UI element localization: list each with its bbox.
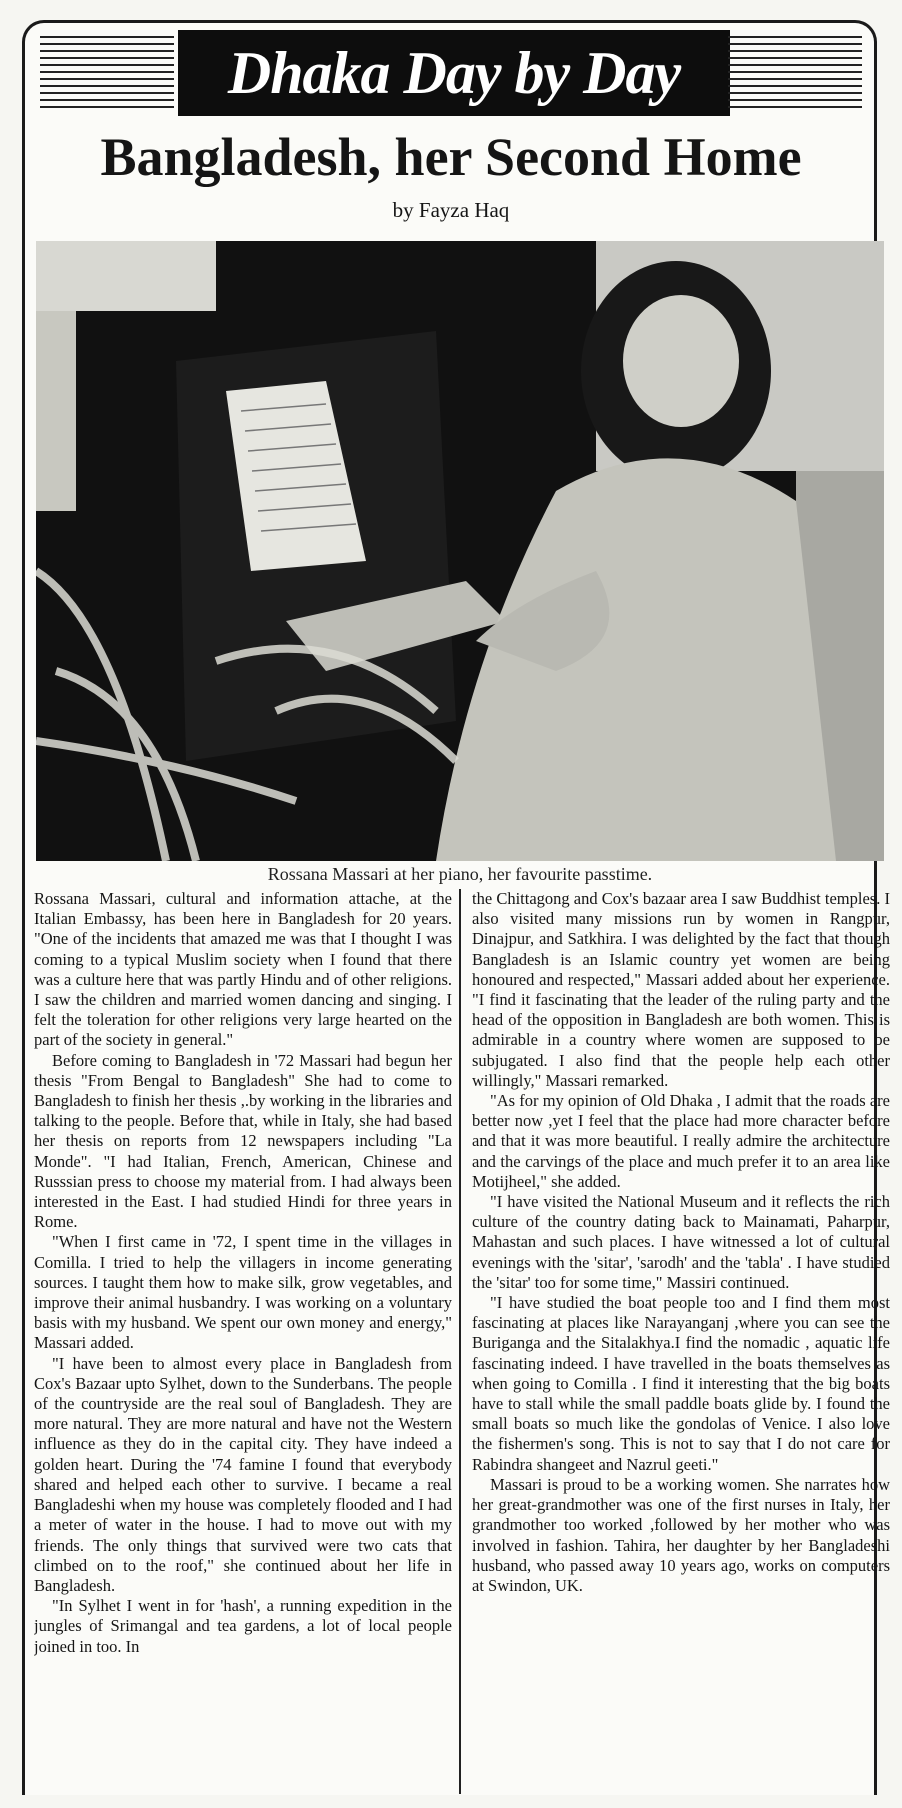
paragraph: "I have studied the boat people too and I find them most fascinating at places like Narayanganj ,where you can see the Buriganga and the Sitalakhya.I find the nomadic , aquatic life fascinating indeed. I have travelled in the boats themselves as when going to Comilla . I find it interesting that the big boats have to stall while the small paddle boats glide by. I found the small boats so much like the gondolas of Venice. I also love the fishermen's song. This is not to say that I do not care for Rabindra shangeet and Nazrul geeti."	[472, 1293, 890, 1474]
paragraph: "As for my opinion of Old Dhaka , I admit that the roads are better now ,yet I feel that the place had more character before and that it was more beautiful. I really admire the architecture and the carvings of the place and much prefer it to an area like Motijheel," she added.	[472, 1091, 890, 1191]
paragraph: "I have visited the National Museum and it reflects the rich culture of the country dating back to Mainamati, Paharpur, Mahastan and such places. I have witnessed a lot of cultural evenings with the 'sitar', 'sarodh' and the 'tabla' . I have studied the 'sitar' too for some time," Massiri continued.	[472, 1192, 890, 1292]
paragraph: Before coming to Bangladesh in '72 Massari had begun her thesis "From Bengal to Bangladesh" She had to come to Bangladesh to finish her thesis ,.by working in the libraries and talking to the people. Before that, while in Italy, she had based her thesis on reports from 12 newspapers including "La Monde". "I had Italian, French, American, Chinese and Russsian press to choose my material from. I had always been interested in the East. I had studied Hindi for three years in Rome.	[34, 1050, 452, 1232]
masthead	[36, 30, 866, 122]
paragraph: Massari is proud to be a working women. She narrates how her great-grandmother was one of the first nurses in Italy, her grandmother too worked ,followed by her mother who was involved in fashion. Tahira, her daughter by her Bangladeshi husband, who passed away 10 years ago, works on computers at Swindon, UK.	[472, 1474, 890, 1595]
woman-at-piano-photo	[36, 241, 884, 861]
paragraph: "When I first came in '72, I spent time in the villages in Comilla. I tried to help the villagers in income generating sources. I taught them how to make silk, grow vegetables, and improve their animal husbandry. I was working on a voluntary basis with my husband. We spent our own money and energy," Massari added.	[34, 1232, 452, 1353]
masthead-stripes-left	[40, 36, 174, 108]
masthead-stripes-right	[728, 36, 862, 108]
section-banner: Dhaka Day by Day	[178, 30, 730, 116]
paragraph: "I have been to almost every place in Bangladesh from Cox's Bazaar upto Sylhet, down to the Sunderbans. The people of the countryside are the real soul of Bangladesh. They are more natural. They are more natural and have not the Western influence as they do in the capital city. They have indeed a golden heart. During the '74 famine I found that everybody shared and helped each other to survive. I became a real Bangladeshi when my house was completely flooded and I had a meter of water in the house. I had to move out with my friends. The only things that survived were two cats that climbed on to the roof," she continued about her life in Bangladesh.	[34, 1353, 452, 1595]
article-byline: by Fayza Haq	[392, 198, 510, 222]
photo-caption: Rossana Massari at her piano, her favourite passtime.	[267, 864, 653, 884]
paragraph: the Chittagong and Cox's bazaar area I saw Buddhist temples. I also visited many missions run by women in Rangpur, Dinajpur, and Satkhira. I was delighted by the fact that though Bangladesh is an Islamic country yet women are being honoured and respected," Massari added about her experience. "I find it fascinating that the leader of the ruling party and the head of the opposition in Bangladesh are both women. This is admirable in a country where women are supposed to be subjugated. I also find that the people help each other willingly," Massari remarked.	[472, 889, 890, 1090]
article-headline: Bangladesh, her Second Home	[100, 127, 802, 187]
column-divider	[459, 889, 461, 1794]
article-photo	[36, 241, 884, 861]
paragraph: Rossana Massari, cultural and information attache, at the Italian Embassy, has been here in Bangladesh for 20 years. "One of the incidents that amazed me was that I thought I was coming to a typical Muslim society when I found that there was a culture here that was partly Hindu and of other religions. I saw the children and married women dancing and singing. I felt the toleration for other religions very large hearted on the part of the society in general."	[34, 889, 452, 1050]
article-column-right	[472, 889, 890, 1794]
paragraph: "In Sylhet I went in for 'hash', a running expedition in the jungles of Srimangal and tea gardens, a lot of local people joined in too. In	[34, 1596, 452, 1656]
article-column-left	[34, 889, 452, 1794]
